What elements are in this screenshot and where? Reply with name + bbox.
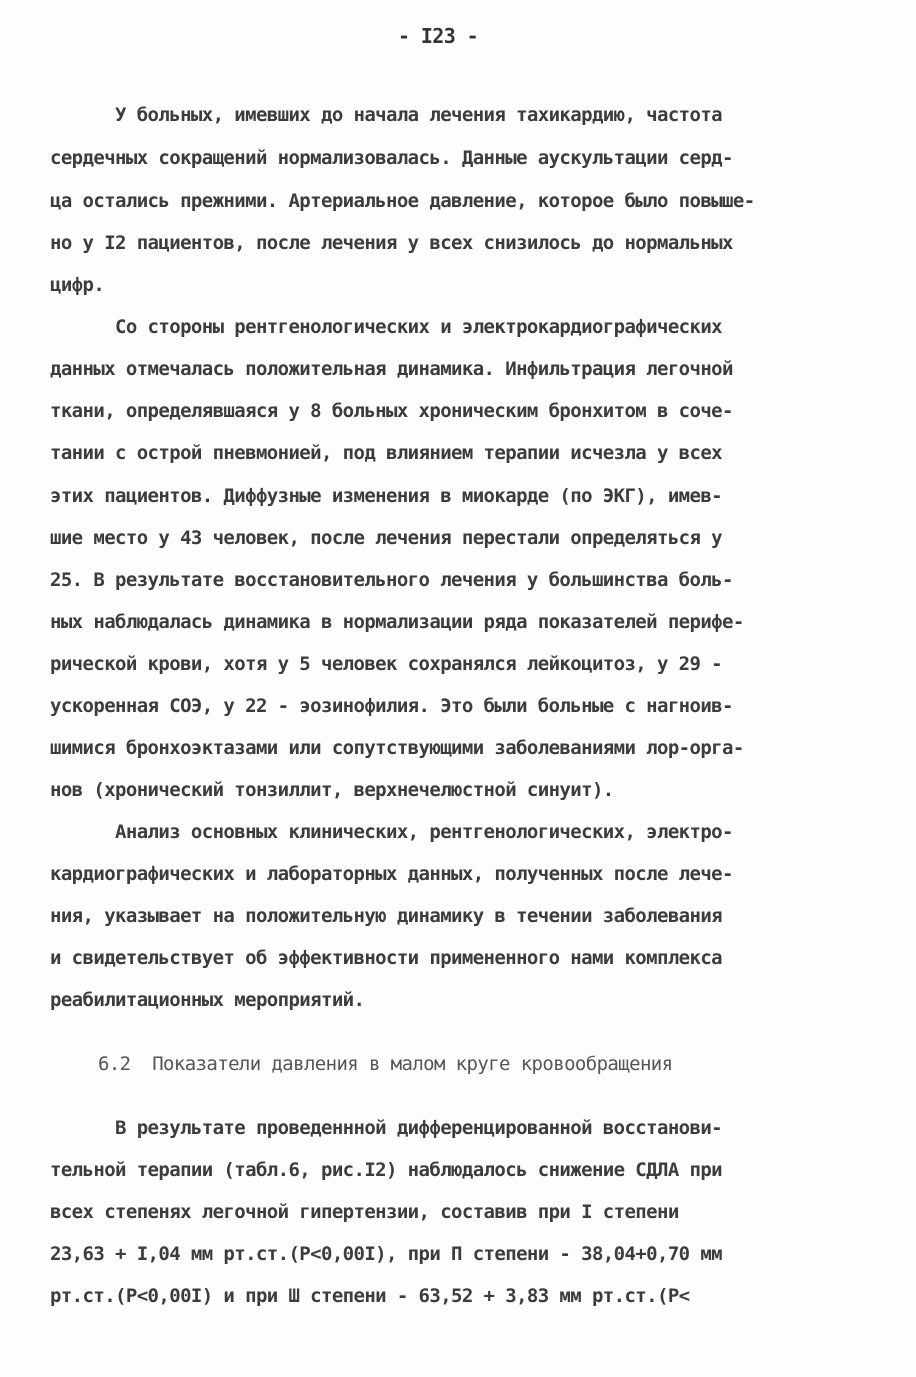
- text-line: шие место у 43 человек, после лечения перестали определяться у: [50, 527, 723, 549]
- text-line: ных наблюдалась динамика в нормализации ряда показателей перифе-: [50, 611, 744, 633]
- text-line: ускоренная СОЭ, у 22 - эозинофилия. Это были больные с нагноив-: [50, 695, 733, 717]
- text-line: Со стороны рентгенологических и электрокардиографических: [50, 316, 723, 338]
- text-line: этих пациентов. Диффузные изменения в миокарде (по ЭКГ), имев-: [50, 485, 723, 507]
- text-line: ткани, определявшаяся у 8 больных хроническим бронхитом в соче-: [50, 400, 733, 422]
- page-number: - I23 -: [397, 24, 479, 48]
- text-line: всех степенях легочной гипертензии, составив при I степени: [50, 1201, 679, 1223]
- text-line: цифр.: [50, 274, 105, 296]
- text-line: тельной терапии (табл.6, рис.I2) наблюдалось снижение СДЛА при: [50, 1159, 723, 1181]
- text-line: ния, указывает на положительную динамику в течении заболевания: [50, 905, 723, 927]
- text-line: ца остались прежними. Артериальное давление, которое было повыше-: [50, 190, 755, 212]
- text-line: рт.ст.(Р<0,00I) и при Ш степени - 63,52 + 3,83 мм рт.ст.(Р<: [50, 1285, 690, 1307]
- text-line: сердечных сокращений нормализовалась. Данные аускультации серд-: [50, 147, 733, 169]
- text-line: рической крови, хотя у 5 человек сохранялся лейкоцитоз, у 29 -: [50, 653, 723, 675]
- text-line: шимися бронхоэктазами или сопутствующими заболеваниями лор-орга-: [50, 737, 744, 759]
- text-line: и свидетельствует об эффективности примененного нами комплекса: [50, 947, 723, 969]
- text-line: данных отмечалась положительная динамика. Инфильтрация легочной: [50, 358, 733, 380]
- text-line: реабилитационных мероприятий.: [50, 989, 365, 1011]
- text-line: Анализ основных клинических, рентгенологических, электро-: [50, 821, 733, 843]
- text-line: 23,63 + I,04 мм рт.ст.(Р<0,00I), при П степени - 38,04+0,70 мм: [50, 1243, 723, 1265]
- text-line: В результате проведеннной дифференцированной восстанови-: [50, 1117, 723, 1139]
- text-line: но у I2 пациентов, после лечения у всех снизилось до нормальных: [50, 232, 733, 254]
- text-line: У больных, имевших до начала лечения тахикардию, частота: [50, 104, 723, 126]
- text-line: кардиографических и лабораторных данных, полученных после лече-: [50, 863, 733, 885]
- text-line: тании с острой пневмонией, под влиянием терапии исчезла у всех: [50, 442, 723, 464]
- text-line: 25. В результате восстановительного лечения у большинства боль-: [50, 569, 733, 591]
- text-line: нов (хронический тонзиллит, верхнечелюстной синуит).: [50, 779, 614, 801]
- section-heading: 6.2 Показатели давления в малом круге кровообращения: [98, 1053, 673, 1075]
